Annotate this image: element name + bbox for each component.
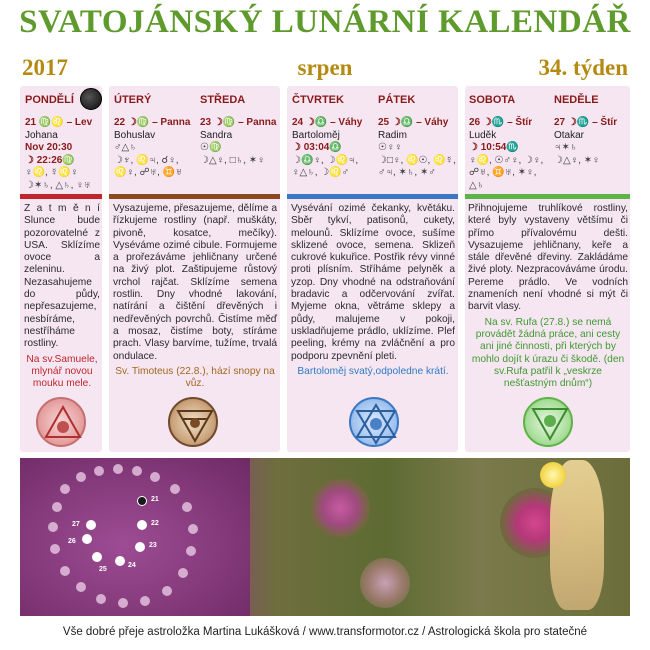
day-event: ☽ 22:26♍: [25, 154, 75, 166]
day-nameday: Radim: [378, 129, 407, 141]
column-text-fire: [24, 203, 100, 390]
moon-day-label: 26: [68, 538, 76, 545]
day-nameday: Otakar: [554, 129, 585, 141]
day-aspects: ☽□♀, ♌☉, ♌☿, ♂♃, ✶♄, ✶♂: [378, 154, 456, 179]
moon-phase-icon: [186, 546, 196, 556]
moon-phase-icon: [50, 544, 60, 554]
day-header-sunday: NEDĚLE: [554, 94, 599, 106]
moon-phase-icon: [132, 466, 142, 476]
moon-phase-icon: [96, 594, 106, 604]
moon-phase-icon: [182, 502, 192, 512]
day-event: Nov 20:30: [25, 142, 73, 154]
day-aspects: ☽♆, ♌♃, ☌♀, ♌♀, ☍♅, ♊♅: [114, 154, 183, 179]
thistle-bud-icon: [360, 558, 410, 608]
day-info-tuesday: [114, 117, 198, 180]
moon-day-label: 23: [149, 542, 157, 549]
day-header-monday: PONDĚLÍ: [25, 94, 74, 106]
day-date: 23 ☽♍ – Panna: [200, 117, 277, 128]
new-moon-phase-icon: [137, 496, 147, 506]
day-header-saturday: SOBOTA: [469, 94, 516, 106]
moon-phase-icon: [60, 484, 70, 494]
day-event: ☽ 10:54♏: [469, 142, 519, 154]
advice-text: Přihnojujeme truhlíkové rostliny, které byly vystaveny většímu či přímo přívalovému dešti. Vysazujeme jehličnany, keře a stále dřevěné dřeviny. Zakládáme živé ploty. Nezpracováváme úrodu. Pereme prádlo. Ve vodních znameních není vhodné si mýt či barvit vlasy.: [468, 203, 628, 313]
moon-phase-icon: [137, 520, 147, 530]
water-element-emblem-icon: [523, 397, 573, 447]
day-aspects: ♀♌, ☉♂♀, ☽♀, ☍♅, ♊♅, ✶♀, △♄: [469, 154, 544, 191]
day-aspects: ☉♀♀: [378, 142, 402, 154]
advice-text: Vysévání ozimé čekanky, květáku. Sběr tykví, patisonů, cukety, melounů. Sklízíme ovoce, sušíme sklizené ovoce, semena. Sklizeň cukrové kukuřice. Postřik révy vinné proti plísním. Stříháme pelyněk a yzop. Dny vhodné na odstraňování bradavic a odčervování zvířat. Myjeme okna, větráme sklepy a půdy, malujeme v pokoji, uskladňujeme prádlo, uklízíme. Plef peeling, krémy na zvláčnění a pro podporu zpevnění pleti.: [291, 203, 455, 362]
subtitle-row: [0, 55, 650, 83]
column-text-earth: [113, 203, 277, 390]
moon-phase-icon: [94, 466, 104, 476]
moon-phase-icon: [52, 502, 62, 512]
day-nameday: Bartoloměj: [292, 129, 340, 141]
day-nameday: Johana: [25, 129, 58, 141]
moon-phase-icon: [188, 524, 198, 534]
year-label: 2017: [22, 55, 68, 80]
moon-day-label: 25: [99, 566, 107, 573]
moon-phase-icon: [60, 566, 70, 576]
new-moon-icon: [80, 88, 102, 110]
saying-text: Sv. Timoteus (22.8.), hází snopy na vůz.: [115, 365, 275, 390]
moon-phase-icon: [135, 542, 145, 552]
moon-phase-icon: [76, 472, 86, 482]
day-date: 25 ☽♎ – Váhy: [378, 117, 449, 128]
week-label: 34. týden: [538, 55, 628, 80]
day-date: 22 ☽♍ – Panna: [114, 117, 191, 128]
day-header-wednesday: STŘEDA: [200, 94, 246, 106]
column-text-air: [291, 203, 455, 378]
moon-phase-icon: [113, 464, 123, 474]
fire-element-emblem-icon: [36, 397, 86, 447]
air-element-emblem-icon: [349, 397, 399, 447]
saying-text: Na sv. Rufa (27.8.) se nemá provádět žádná práce, ani cesty ani jiné činnosti, při kterých by mohlo dojít k úrazu či škodě. (den sv.Rufa patřil k „veskrze nešťastným dnům“): [471, 316, 625, 390]
moon-phase-icon: [170, 484, 180, 494]
day-info-friday: [378, 117, 458, 180]
day-aspects: ♂△♄: [114, 142, 137, 154]
column-text-water: [468, 203, 628, 390]
moon-phase-icon: [76, 582, 86, 592]
saying-text: Na sv.Samuele, mlynář novou mouku mele.: [26, 353, 98, 390]
day-nameday: Luděk: [469, 129, 497, 141]
moon-phase-icon: [86, 520, 96, 530]
moon-phase-background: [20, 458, 250, 616]
advice-text: Z a t m ě n í Slunce bude pozorovatelné z USA. Sklízíme ovoce a zeleninu. Nezasahujeme do půdy, nepřesazujeme, nesbíráme, nestříháme rostliny.: [24, 203, 100, 350]
moon-phase-icon: [115, 556, 125, 566]
moon-phase-icon: [82, 534, 92, 544]
moon-phase-icon: [48, 522, 58, 532]
day-header-friday: PÁTEK: [378, 94, 416, 106]
day-aspects: ♀♌, ☿♌♀: [25, 167, 78, 179]
moon-phase-icon: [162, 586, 172, 596]
day-date: 24 ☽♎ – Váhy: [292, 117, 363, 128]
thistle-flower-icon: [310, 478, 370, 538]
earth-element-emblem-icon: [168, 397, 218, 447]
day-aspects: ♃✶♄: [554, 142, 578, 154]
day-aspects: ☽△♀, ✶♀: [554, 154, 600, 166]
moon-phase-icon: [178, 568, 188, 578]
day-date: 27 ☽♏ – Štír: [554, 117, 618, 128]
sun-icon: [540, 462, 566, 488]
day-header-tuesday: ÚTERÝ: [114, 94, 152, 106]
air-element-bar: [287, 194, 458, 199]
moon-day-label: 21: [151, 496, 159, 503]
moon-day-label: 22: [151, 520, 159, 527]
day-info-thursday: [292, 117, 376, 180]
day-aspects: ☽△♀, □♄, ✶♀: [200, 154, 265, 166]
day-date: 21 ♍♌ – Lev: [25, 117, 93, 128]
footer-credit: Vše dobré přeje astroložka Martina Lukášková / www.transformotor.cz / Astrologická škola pro statečné: [62, 626, 588, 638]
moon-day-label: 27: [72, 521, 80, 528]
day-date: 26 ☽♏ – Štír: [469, 117, 533, 128]
moon-phase-icon: [150, 472, 160, 482]
calendar-title: SVATOJÁNSKÝ LUNÁRNÍ KALENDÁŘ: [19, 4, 631, 40]
moon-phase-icon: [92, 552, 102, 562]
day-info-wednesday: [200, 117, 280, 167]
moon-day-label: 24: [128, 562, 136, 569]
day-info-saturday: [469, 117, 553, 193]
advice-text: Vysazujeme, přesazujeme, dělíme a řízkujeme rostliny (např. muškáty, pivoně, kosatce, mečíky). Vyséváme ozimé cibule. Formujeme a prořezáváme jehličnany určené na živý plot. Zaštipujeme růstový vrchol rajčat. Sklízíme semena rostlin. Dny vhodné lakování, natírání a čištění dřevěných i nedřevěných povrchů. Čistíme měď a mosaz, čistíme boty, stíráme prach. Vlasy barvíme, tužíme, trvalá ondulace.: [113, 203, 277, 362]
day-info-monday: [25, 117, 103, 193]
water-element-bar: [465, 194, 630, 199]
moon-phase-icon: [118, 598, 128, 608]
moon-phase-icon: [140, 596, 150, 606]
day-event: ☽ 03:04♎: [292, 142, 342, 154]
day-header-thursday: ČTVRTEK: [292, 94, 344, 106]
day-nameday: Sandra: [200, 129, 233, 141]
earth-element-bar: [109, 194, 280, 199]
month-label: srpen: [297, 55, 353, 80]
day-aspects: ☽♎♀, ☽♌♃, ♀△♄, ☽♌♂: [292, 154, 359, 179]
day-aspects: ☽✶♄, △♄, ♀♅: [25, 179, 92, 191]
saying-text: Bartoloměj svatý,odpoledne krátí.: [297, 365, 449, 377]
day-info-sunday: [554, 117, 630, 167]
moon-phase-photo: [20, 458, 630, 616]
fire-element-bar: [20, 194, 102, 199]
day-nameday: Bohuslav: [114, 129, 156, 141]
day-aspects: ☉♍: [200, 142, 222, 154]
